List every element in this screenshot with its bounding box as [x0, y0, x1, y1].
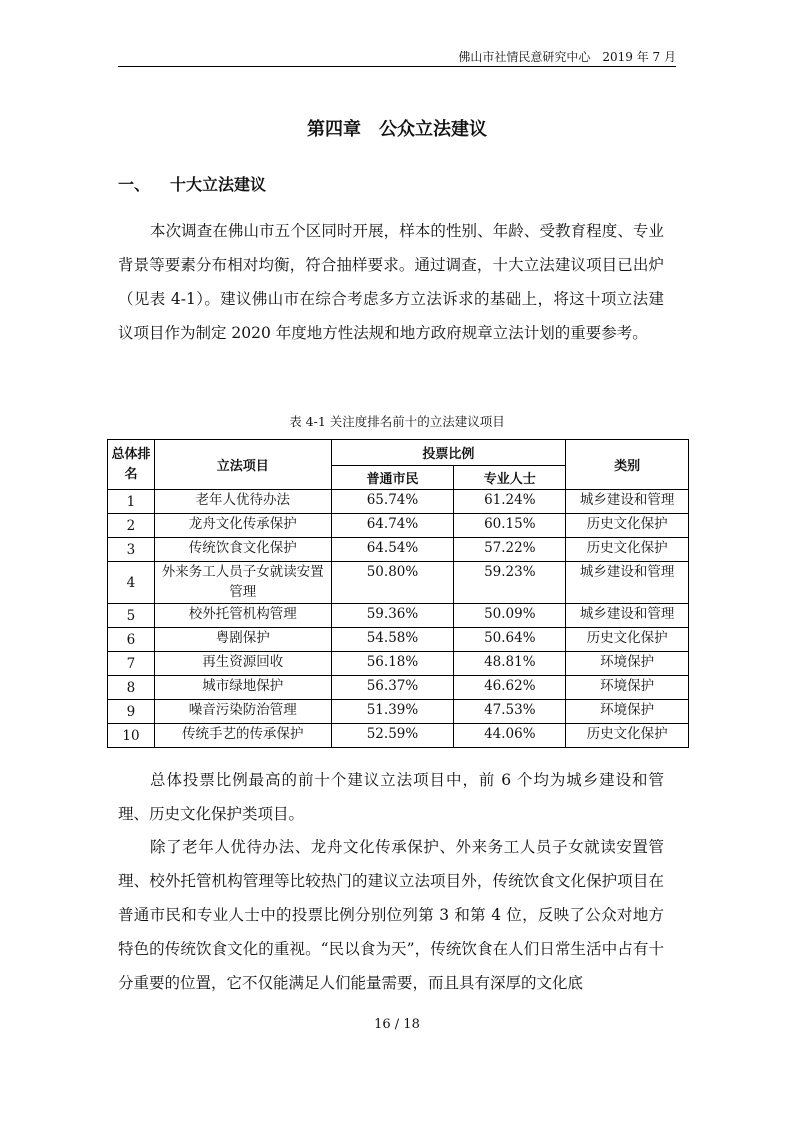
header-citizen: 普通市民 [331, 466, 454, 490]
header-ratio: 投票比例 [331, 440, 566, 466]
citizen-cell: 56.18% [331, 652, 454, 676]
paragraph-summary: 总体投票比例最高的前十个建议立法项目中，前 6 个均为城乡建设和管理、历史文化保护类项目。 [118, 771, 664, 823]
table-row [108, 604, 689, 628]
category-cell: 历史文化保护 [566, 724, 689, 748]
expert-cell: 60.15% [454, 514, 566, 538]
rank-cell: 3 [108, 538, 155, 562]
header-category: 类别 [566, 440, 689, 490]
expert-cell: 57.22% [454, 538, 566, 562]
item-cell: 城市绿地保护 [154, 676, 331, 700]
expert-cell: 44.06% [454, 724, 566, 748]
legislation-table [107, 439, 689, 748]
item-cell: 老年人优待办法 [154, 490, 331, 514]
expert-cell: 50.09% [454, 604, 566, 628]
citizen-cell: 56.37% [331, 676, 454, 700]
category-cell: 环境保护 [566, 700, 689, 724]
category-cell: 历史文化保护 [566, 514, 689, 538]
item-cell: 传统手艺的传承保护 [154, 724, 331, 748]
citizen-cell: 64.54% [331, 538, 454, 562]
page-header [118, 46, 676, 67]
rank-cell: 9 [108, 700, 155, 724]
header-expert: 专业人士 [454, 466, 566, 490]
item-cell: 噪音污染防治管理 [154, 700, 331, 724]
expert-cell: 50.64% [454, 628, 566, 652]
category-cell: 环境保护 [566, 652, 689, 676]
item-cell: 外来务工人员子女就读安置管理 [154, 562, 331, 604]
category-cell: 城乡建设和管理 [566, 604, 689, 628]
citizen-cell: 52.59% [331, 724, 454, 748]
citizen-cell: 50.80% [331, 562, 454, 604]
expert-cell: 48.81% [454, 652, 566, 676]
table-row [108, 652, 689, 676]
citizen-cell: 59.36% [331, 604, 454, 628]
citizen-cell: 64.74% [331, 514, 454, 538]
table-row [108, 676, 689, 700]
category-cell: 历史文化保护 [566, 628, 689, 652]
page-number: 16 / 18 [374, 1017, 420, 1032]
item-cell: 再生资源回收 [154, 652, 331, 676]
table-row [108, 700, 689, 724]
item-cell: 粤剧保护 [154, 628, 331, 652]
item-cell: 校外托管机构管理 [154, 604, 331, 628]
category-cell: 城乡建设和管理 [566, 562, 689, 604]
rank-cell: 4 [108, 562, 155, 604]
table-row [108, 628, 689, 652]
rank-cell: 6 [108, 628, 155, 652]
category-cell: 城乡建设和管理 [566, 490, 689, 514]
rank-cell: 1 [108, 490, 155, 514]
table-row [108, 490, 689, 514]
table-row [108, 538, 689, 562]
rank-cell: 5 [108, 604, 155, 628]
section-title: 十大立法建议 [170, 175, 267, 194]
item-cell: 龙舟文化传承保护 [154, 514, 331, 538]
expert-cell: 47.53% [454, 700, 566, 724]
item-cell: 传统饮食文化保护 [154, 538, 331, 562]
citizen-cell: 65.74% [331, 490, 454, 514]
header-text: 佛山市社情民意研究中心 2019 年 7 月 [458, 50, 676, 64]
header-rank: 总体排名 [108, 440, 155, 490]
table-caption: 表 4-1 关注度排名前十的立法建议项目 [289, 414, 505, 429]
citizen-cell: 51.39% [331, 700, 454, 724]
rank-cell: 7 [108, 652, 155, 676]
category-cell: 环境保护 [566, 676, 689, 700]
chapter-title: 第四章 公众立法建议 [307, 119, 487, 140]
expert-cell: 59.23% [454, 562, 566, 604]
citizen-cell: 54.58% [331, 628, 454, 652]
rank-cell: 8 [108, 676, 155, 700]
expert-cell: 46.62% [454, 676, 566, 700]
rank-cell: 2 [108, 514, 155, 538]
table-row [108, 562, 689, 604]
section-number: 一、 [118, 175, 151, 194]
table-row [108, 724, 689, 748]
paragraph-intro: 本次调查在佛山市五个区同时开展，样本的性别、年龄、受教育程度、专业背景等要素分布相对均衡，符合抽样要求。通过调查，十大立法建议项目已出炉（见表 4-1）。建议佛山市在综合考虑多方立法诉求的基础上，将这十项立法建议项目作为制定 2020 年度地方性法规和地方政府规章立法计划的重要参考。 [118, 222, 664, 342]
header-item: 立法项目 [154, 440, 331, 490]
section-heading [118, 172, 266, 195]
table-row [108, 514, 689, 538]
category-cell: 历史文化保护 [566, 538, 689, 562]
expert-cell: 61.24% [454, 490, 566, 514]
rank-cell: 10 [108, 724, 155, 748]
paragraph-analysis: 除了老年人优待办法、龙舟文化传承保护、外来务工人员子女就读安置管理、校外托管机构管理等比较热门的建议立法项目外，传统饮食文化保护项目在普通市民和专业人士中的投票比例分别位列第 3 和第 4 位，反映了公众对地方特色的传统饮食文化的重视。“民以食为天”，传统饮食在人们日常生活中占有十分重要的位置，它不仅能满足人们能量需要，而且具有深厚的文化底 [118, 838, 664, 992]
